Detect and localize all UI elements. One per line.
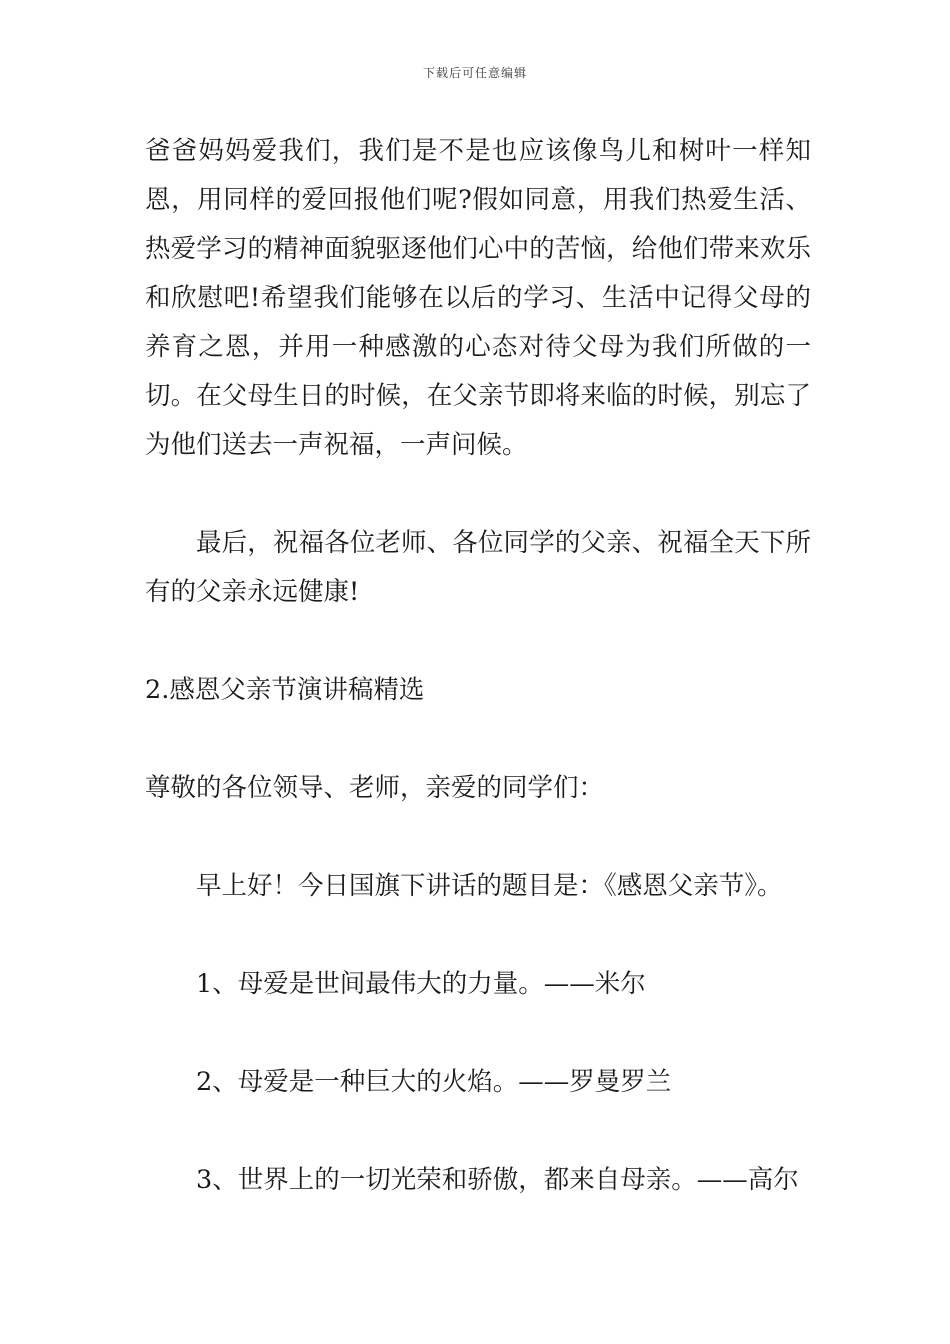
section-heading: 2.感恩父亲节演讲稿精选 (145, 675, 425, 705)
quote-item: 1、母爱是世间最伟大的力量。——米尔 (196, 969, 646, 999)
page-header: 下载后可任意编辑 (422, 66, 527, 80)
greeting: 早上好！今日国旗下讲话的题目是：《感恩父亲节》。 (196, 871, 783, 901)
document-body (145, 127, 811, 1205)
salutation: 尊敬的各位领导、老师，亲爱的同学们： (145, 773, 605, 803)
quote-item: 2、母爱是一种巨大的火焰。——罗曼罗兰 (196, 1067, 672, 1097)
quote-item: 3、世界上的一切光荣和骄傲，都来自母亲。——高尔 (196, 1165, 799, 1195)
paragraph-blessing: 最后，祝福各位老师、各位同学的父亲、祝福全天下所有的父亲永远健康! (145, 528, 811, 607)
paragraph-closing-reflection: 爸爸妈妈爱我们，我们是不是也应该像鸟儿和树叶一样知恩，用同样的爱回报他们呢?假如同意，用我们热爱生活、热爱学习的精神面貌驱逐他们心中的苦恼，给他们带来欢乐和欣慰吧!希望我们能够在以后的学习、生活中记得父母的养育之恩，并用一种感激的心态对待父母为我们所做的一切。在父母生日的时候，在父亲节即将来临的时候，别忘了为他们送去一声祝福，一声问候。 (145, 136, 811, 460)
